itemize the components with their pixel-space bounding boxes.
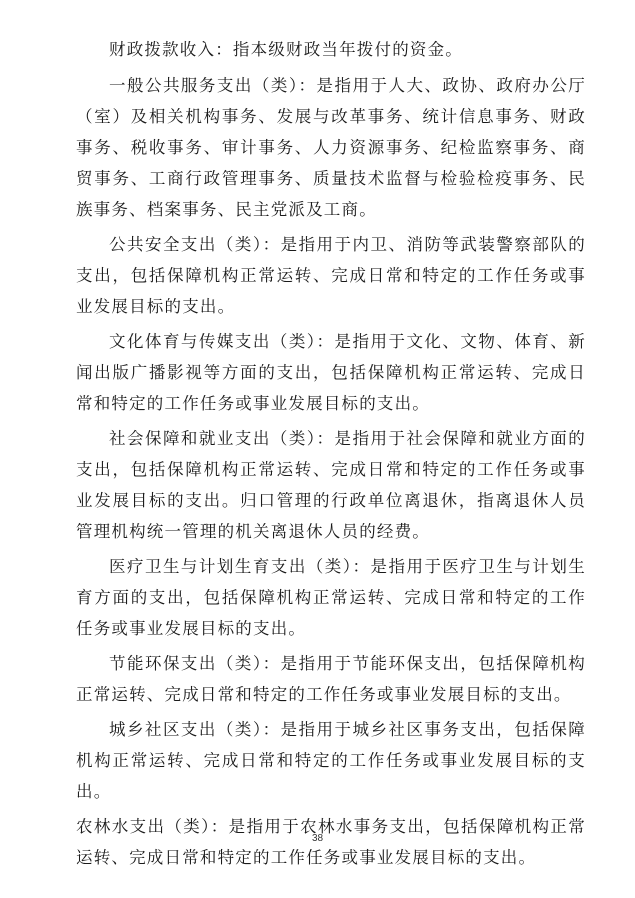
- term-definition: 指本级财政当年拨付的资金。: [232, 40, 464, 59]
- term-definition: 是指用于城乡社区事务支出，包括保障机构正常运转、完成日常和特定的工作任务或事业发展目标的支出。: [76, 720, 586, 801]
- paragraph-culture-sports-media: [76, 326, 586, 419]
- term-definition: 是指用于社会保障和就业方面的支出，包括保障机构正常运转、完成日常和特定的工作任务或事业发展目标的支出。归口管理的行政单位离退休，指离退休人员管理机构统一管理的机关离退休人员的经费。: [76, 429, 586, 541]
- term-definition: 是指用于农林水事务支出，包括保障机构正常运转、完成日常和特定的工作任务或事业发展目标的支出。: [76, 817, 586, 867]
- term-definition: 是指用于人大、政协、政府办公厅（室）及相关机构事务、发展与改革事务、统计信息事务、财政事务、税收事务、审计事务、人力资源事务、纪检监察事务、商贸事务、工商行政管理事务、质量技术监督与检验检疫事务、民族事务、档案事务、民主党派及工商。: [76, 76, 587, 219]
- term-label: 社会保障和就业支出（类）：: [109, 429, 335, 448]
- term-label: 财政拨款收入：: [109, 40, 233, 59]
- paragraph-energy-environment: [76, 648, 586, 710]
- term-label: 一般公共服务支出（类）：: [109, 76, 317, 95]
- term-label: 农林水支出（类）：: [76, 817, 229, 836]
- paragraph-general-public-services: [76, 70, 586, 225]
- term-definition: 是指用于文化、文物、体育、新闻出版广播影视等方面的支出，包括保障机构正常运转、完成日常和特定的工作任务或事业发展目标的支出。: [76, 332, 586, 413]
- term-label: 文化体育与传媒支出（类）：: [109, 332, 335, 351]
- paragraph-public-safety: [76, 229, 586, 322]
- paragraph-fiscal-appropriation-income: [76, 34, 586, 65]
- paragraph-social-security-employment: [76, 423, 586, 547]
- paragraph-healthcare-family-planning: [76, 551, 586, 644]
- paragraph-urban-rural-community: [76, 714, 586, 807]
- term-label: 公共安全支出（类）：: [109, 235, 281, 254]
- term-definition: 是指用于内卫、消防等武装警察部队的支出，包括保障机构正常运转、完成日常和特定的工作任务或事业发展目标的支出。: [76, 235, 586, 316]
- term-label: 城乡社区支出（类）：: [109, 720, 281, 739]
- document-body: [76, 34, 586, 877]
- term-label: 节能环保支出（类）：: [109, 654, 281, 673]
- term-definition: 是指用于医疗卫生与计划生育方面的支出，包括保障机构正常运转、完成日常和特定的工作任务或事业发展目标的支出。: [76, 557, 587, 638]
- term-label: 医疗卫生与计划生育支出（类）：: [109, 557, 371, 576]
- page-number: 38: [311, 833, 324, 844]
- term-definition: 是指用于节能环保支出，包括保障机构正常运转、完成日常和特定的工作任务或事业发展目标的支出。: [76, 654, 586, 704]
